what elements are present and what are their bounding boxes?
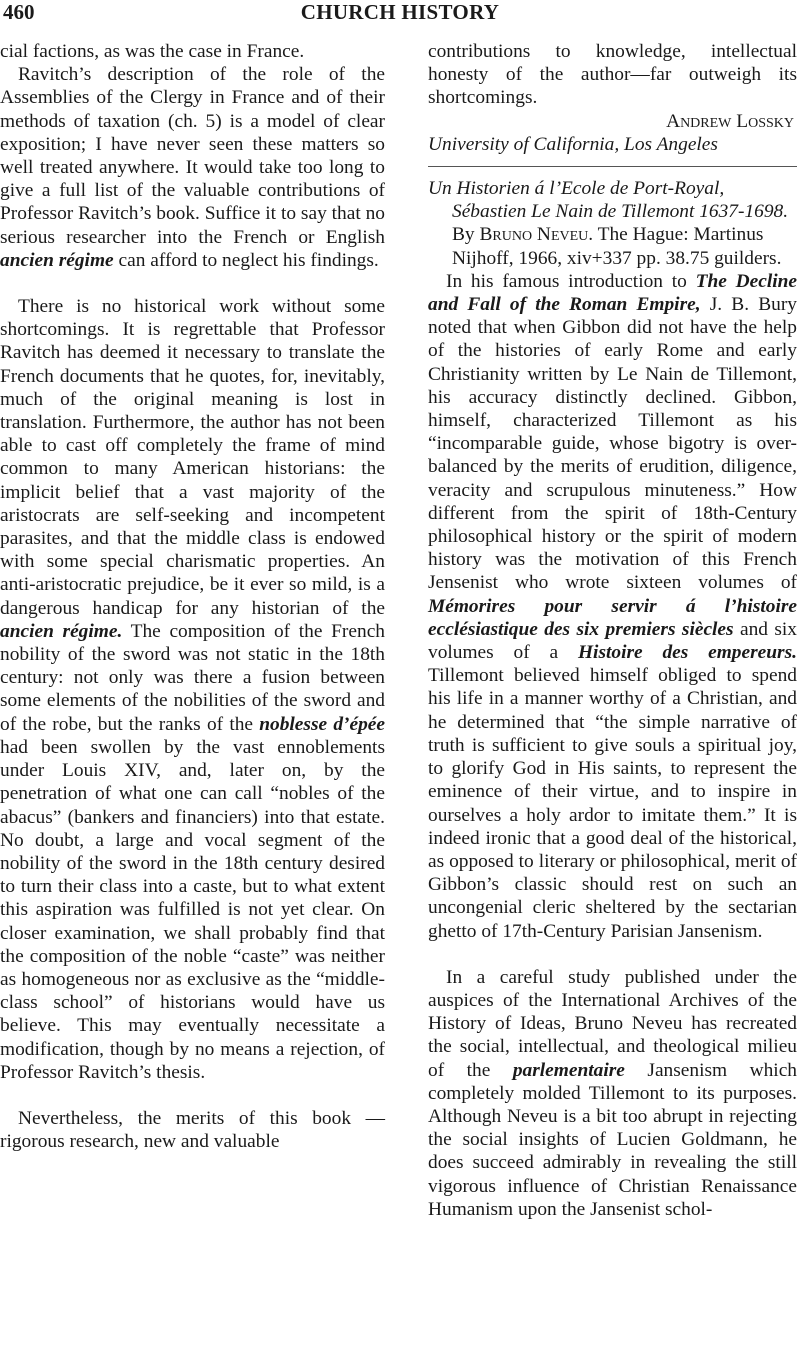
paragraph: contributions to knowledge, intellectual honesty of the author—far outweigh its shortcomings. <box>428 41 797 109</box>
text-run: and six volumes of a <box>428 618 797 664</box>
text-run: had been swollen by the vast ennoblements under Louis XIV, and, later on, by the penetration of what one can call “nobles of the abacus” (bankers and financiers) into that estate. No doubt, a large and vocal segment of the nobility of the sword in the 18th century desired to turn their class into a caste, but to what extent this aspiration was fulfilled is not yet clear. On closer examination, we shall probably find that the composition of the noble “caste” was neither as homogeneous nor as exclusive as the “middle-class school” of historians would have us believe. This may eventually necessitate a modification, though by no means a rejection, of Professor Ravitch’s thesis. <box>0 736 385 1083</box>
text-run: In his famous introduction to <box>446 270 696 292</box>
left-column <box>0 40 385 1153</box>
paragraph <box>428 966 797 1221</box>
book-author: Bruno Neveu. <box>479 224 594 246</box>
page-header <box>0 0 800 28</box>
italic-term: noblesse d’épée <box>259 713 385 735</box>
text-run: Jansenism which completely molded Tillemont to its purposes. Although Neveu is a bit too abrupt in rejecting the social insights of Lucien Goldmann, he does succeed admirably in revealing the still vigorous influence of Christian Renaissance Humanism upon the Jansenist schol- <box>428 1059 797 1220</box>
paragraph: Nevertheless, the merits of this book —rigorous research, new and valuable <box>0 1107 385 1153</box>
running-head: CHURCH HISTORY <box>300 0 500 24</box>
publication-info: The Hague: Martinus Nijhoff, 1966, xiv+337 pp. 38.75 guilders. <box>452 224 782 269</box>
paragraph <box>0 63 385 272</box>
text-run: In a careful study published under the auspices of the International Archives of the History of Ideas, Bruno Neveu has recreated the social, intellectual, and theological milieu of the <box>428 966 797 1081</box>
text-run: By <box>452 224 480 246</box>
text-run: Ravitch’s description of the role of the Assemblies of the Clergy in France and of their methods of taxation (ch. 5) is a model of clear exposition; I have never seen these matters so well treated anywhere. It would take too long to give a full list of the valuable contributions of Professor Ravitch’s book. Suffice it to say that no serious researcher into the French or English <box>0 64 385 248</box>
paragraph <box>428 270 797 943</box>
text-run: There is no historical work without some shortcomings. It is regrettable that Professor Ravitch has deemed it necessary to translate the French documents that he quotes, for, inevitably, much of the original meaning is lost in translation. Furthermore, the author has not been able to cast off completely the frame of mind common to many American historians: the implicit belief that a vast majority of the aristocrats are self-seeking and incompetent parasites, and that the middle class is endowed with some special charismatic properties. An anti-aristocratic prejudice, be it ever so mild, is a dangerous handicap for any historian of the <box>0 296 385 619</box>
text-run: can afford to neglect his findings. <box>113 249 379 271</box>
italic-term: Histoire des empereurs. <box>577 642 797 664</box>
right-column <box>428 40 797 1221</box>
italic-term: parlementaire <box>512 1059 625 1081</box>
section-divider <box>428 166 797 167</box>
reviewer-name: Andrew Lossky <box>666 110 794 132</box>
italic-term: ancien régime <box>0 249 114 271</box>
text-run: Tillemont believed himself obliged to spend his life in a manner worthy of a Christian, and he determined that “the simple narrative of truth is sufficient to give souls a spiritual joy, to glorify God in His saints, to represent the eminence of their virtue, and to inspire in ourselves a holy ardor to imitate them.” It is indeed ironic that a good deal of the historical, as opposed to literary or philosophical, merit of Gibbon’s classic should rest on such an uncongenial cleric sheltered by the sectarian ghetto of 17th-Century Parisian Jansenism. <box>428 665 797 942</box>
reviewer-affiliation: University of California, Los Angeles <box>428 133 718 155</box>
italic-term: The Decline and Fall of the Roman Empire, <box>428 270 797 316</box>
italic-term: ancien régime. <box>0 620 123 642</box>
italic-term: Mémorires pour servir á l’histoire ecclésiastique des six premiers siècles <box>428 595 797 640</box>
page-number: 460 <box>3 0 35 24</box>
text-run: The composition of the French nobility of the sword was not static in the 18th century: not only was there a fusion between some elements of the nobilities of the sword and of the robe, but the ranks of the <box>0 620 385 735</box>
review-heading <box>428 177 797 270</box>
paragraph: cial factions, as was the case in France. <box>0 41 305 62</box>
text-run: J. B. Bury noted that when Gibbon did not have the help of the histories of early Rome and early Christianity written by Le Nain de Tillemont, his accuracy distinctly declined. Gibbon, himself, characterized Tillemont as his “incomparable guide, whose bigotry is over-balanced by the merits of erudition, diligence, veracity and scrupulous minuteness.” How different from the spirit of 18th-Century philosophical history or the spirit of modern history was the motivation of this French Jensenist who wrote sixteen volumes of <box>428 294 797 594</box>
book-title: Un Historien á l’Ecole de Port-Royal, Sébastien Le Nain de Tillemont 1637-1698. <box>428 178 789 223</box>
paragraph <box>0 295 385 1084</box>
